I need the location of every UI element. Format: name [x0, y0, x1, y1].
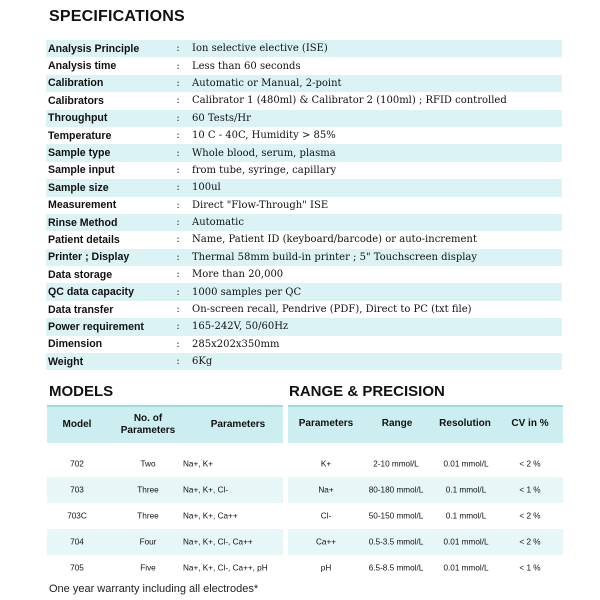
spec-label: Temperature [48, 129, 112, 142]
spec-value: 6Kg [192, 353, 562, 370]
models-cell-num: Three [137, 511, 159, 521]
spec-value: Automatic or Manual, 2-point [192, 75, 562, 92]
models-cell-params: Na+, K+, Cl-, Ca++, pH [183, 563, 268, 573]
range-cell-resolution: 0.1 mmol/L [445, 511, 487, 521]
range-row [288, 529, 563, 555]
specifications-title: SPECIFICATIONS [49, 8, 185, 25]
spec-row [46, 283, 562, 300]
spec-row [46, 110, 562, 127]
models-row [47, 529, 283, 555]
models-cell-model: 703C [67, 511, 87, 521]
spec-value: Name, Patient ID (keyboard/barcode) or auto-increment [192, 234, 477, 246]
range-cell-range: 0.5-3.5 mmol/L [368, 537, 424, 547]
spec-value: Less than 60 seconds [192, 60, 301, 72]
range-header-param: Parameters [298, 418, 354, 429]
range-cell-cv: < 2 % [519, 511, 541, 521]
range-cell-range: 6.5-8.5 mmol/L [368, 563, 424, 573]
spec-separator: : [164, 283, 192, 300]
range-cell-param: pH [320, 563, 332, 573]
spec-value: Calibrator 1 (480ml) & Calibrator 2 (100ml) ; RFID controlled [192, 95, 507, 107]
spec-separator: : [164, 214, 192, 231]
spec-value: Ion selective elective (ISE) [192, 40, 562, 57]
range-header-range: Range [381, 418, 413, 429]
spec-value: 10 C - 40C, Humidity > 85% [192, 130, 336, 142]
range-cell-param: Na+ [318, 485, 334, 495]
range-precision-table [288, 405, 563, 575]
models-row [47, 555, 283, 581]
spec-row [46, 353, 562, 370]
spec-separator: : [176, 234, 180, 246]
spec-value: 1000 samples per QC [192, 283, 562, 300]
spec-value: Thermal 58mm build-in printer ; 5" Touchscreen display [192, 249, 562, 266]
models-header [47, 407, 283, 443]
spec-separator: : [164, 40, 192, 57]
spec-value: from tube, syringe, capillary [192, 164, 337, 176]
models-row [47, 477, 283, 503]
range-header-resolution: Resolution [439, 418, 491, 429]
spec-label: QC data capacity [46, 283, 164, 300]
models-row [47, 451, 283, 477]
spec-row [46, 40, 562, 57]
spec-label: Analysis time [48, 60, 117, 73]
spec-value: On-screen recall, Pendrive (PDF), Direct to PC (txt file) [192, 304, 472, 316]
range-cell-param: Ca++ [315, 537, 337, 547]
spec-row [46, 162, 562, 179]
range-cell-range: 80-180 mmol/L [368, 485, 424, 495]
range-row [288, 477, 563, 503]
spec-separator: : [164, 144, 192, 161]
spec-value: 60 Tests/Hr [192, 110, 562, 127]
spec-row [46, 249, 562, 266]
models-header-model: Model [62, 419, 92, 430]
spec-label: Calibrators [48, 94, 104, 107]
spec-separator: : [176, 338, 180, 350]
spec-row [46, 231, 562, 248]
range-cell-range: 50-150 mmol/L [368, 511, 424, 521]
range-row [288, 451, 563, 477]
spec-separator: : [176, 304, 180, 316]
spec-separator: : [164, 110, 192, 127]
models-table [47, 405, 283, 575]
range-cell-resolution: 0.01 mmol/L [443, 459, 489, 469]
spec-label: Rinse Method [46, 214, 164, 231]
spec-row [46, 266, 562, 283]
spec-label: Weight [46, 353, 164, 370]
spec-label: Power requirement [46, 318, 164, 335]
spec-label: Sample size [46, 179, 164, 196]
spec-label: Patient details [48, 233, 120, 246]
spec-value: Whole blood, serum, plasma [192, 144, 562, 161]
models-cell-num: Five [140, 563, 156, 573]
warranty-note: One year warranty including all electrodes* [49, 583, 259, 595]
range-row [288, 555, 563, 581]
spec-separator: : [164, 179, 192, 196]
models-header-num-params: No. of Parameters [120, 413, 176, 436]
range-cell-param: K+ [320, 459, 332, 469]
spec-row [46, 57, 562, 74]
spec-separator: : [176, 95, 180, 107]
models-cell-model: 705 [70, 563, 84, 573]
spec-row [46, 301, 562, 318]
models-cell-model: 702 [70, 459, 84, 469]
range-cell-param: Cl- [320, 511, 332, 521]
spec-separator: : [176, 60, 180, 72]
spec-value: More than 20,000 [192, 269, 284, 281]
range-cell-range: 2-10 mmol/L [373, 459, 419, 469]
spec-value: Automatic [192, 214, 562, 231]
spec-row [46, 197, 562, 214]
models-cell-params: Na+, K+, Ca++ [183, 511, 238, 521]
range-cell-resolution: 0.01 mmol/L [443, 537, 489, 547]
spec-label: Throughput [46, 110, 164, 127]
spec-separator: : [176, 269, 180, 281]
range-cell-resolution: 0.1 mmol/L [445, 485, 487, 495]
range-cell-cv: < 1 % [519, 485, 541, 495]
spec-row [46, 336, 562, 353]
spec-row [46, 127, 562, 144]
spec-value: 100ul [192, 179, 562, 196]
spec-row [46, 75, 562, 92]
range-cell-resolution: 0.01 mmol/L [443, 563, 489, 573]
range-cell-cv: < 2 % [519, 537, 541, 547]
models-header-params: Parameters [210, 419, 266, 430]
spec-row [46, 144, 562, 161]
spec-label: Analysis Principle [46, 40, 164, 57]
spec-label: Calibration [46, 75, 164, 92]
spec-label: Sample input [48, 164, 115, 177]
spec-label: Sample type [46, 144, 164, 161]
spec-label: Dimension [48, 338, 103, 351]
models-title: MODELS [49, 383, 114, 400]
models-cell-num: Three [137, 485, 159, 495]
spec-separator: : [176, 199, 180, 211]
models-cell-num: Four [139, 537, 157, 547]
spec-row [46, 92, 562, 109]
models-cell-params: Na+, K+, Cl- [183, 485, 229, 495]
spec-separator: : [176, 130, 180, 142]
spec-value: 165-242V, 50/60Hz [192, 318, 562, 335]
spec-separator: : [164, 318, 192, 335]
spec-label: Measurement [48, 199, 117, 212]
specifications-table [46, 40, 562, 370]
spec-row [46, 318, 562, 335]
spec-value: Direct "Flow-Through" ISE [192, 199, 329, 211]
range-row [288, 503, 563, 529]
spec-label: Data storage [48, 268, 113, 281]
range-header [288, 407, 563, 443]
spec-label: Printer ; Display [46, 249, 164, 266]
spec-label: Data transfer [48, 303, 114, 316]
models-cell-model: 703 [70, 485, 84, 495]
spec-row [46, 214, 562, 231]
range-precision-title: RANGE & PRECISION [289, 383, 445, 400]
models-cell-num: Two [140, 459, 156, 469]
range-cell-cv: < 1 % [519, 563, 541, 573]
spec-row [46, 179, 562, 196]
models-cell-params: Na+, K+, Cl-, Ca++ [183, 537, 253, 547]
models-row [47, 503, 283, 529]
spec-value: 285x202x350mm [192, 338, 280, 350]
models-cell-params: Na+, K+ [183, 459, 214, 469]
spec-separator: : [164, 75, 192, 92]
range-header-cv: CV in % [511, 418, 549, 429]
spec-separator: : [164, 353, 192, 370]
range-cell-cv: < 2 % [519, 459, 541, 469]
spec-separator: : [164, 249, 192, 266]
spec-separator: : [176, 164, 180, 176]
models-cell-model: 704 [70, 537, 84, 547]
